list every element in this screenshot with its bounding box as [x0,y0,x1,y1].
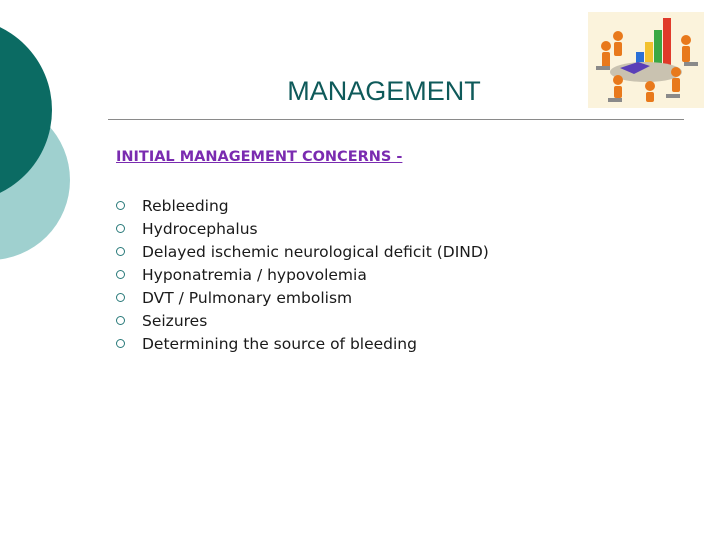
hollow-circle-bullet-icon [116,339,125,348]
bullet-list [116,194,489,355]
list-item-text: DVT / Pulmonary embolism [142,288,353,307]
hollow-circle-bullet-icon [116,270,125,279]
list-item-text: Seizures [142,311,208,330]
list-item [116,332,489,355]
list-item [116,217,489,240]
section-subheading: INITIAL MANAGEMENT CONCERNS - [116,149,403,165]
list-item [116,194,489,217]
decorative-circles [0,0,120,300]
hollow-circle-bullet-icon [116,316,125,325]
hollow-circle-bullet-icon [116,201,125,210]
list-item-text: Hydrocephalus [142,219,258,238]
list-item [116,286,489,309]
hollow-circle-bullet-icon [116,293,125,302]
list-item [116,309,489,332]
title-divider [108,119,684,120]
list-item-text: Rebleeding [142,196,229,215]
list-item-text: Determining the source of bleeding [142,334,417,353]
hollow-circle-bullet-icon [116,224,125,233]
list-item-text: Delayed ischemic neurological deficit (DIND) [142,242,489,261]
slide-title: MANAGEMENT [287,76,481,106]
list-item [116,263,489,286]
hollow-circle-bullet-icon [116,247,125,256]
team-meeting-chart-icon [588,12,704,108]
list-item [116,240,489,263]
list-item-text: Hyponatremia / hypovolemia [142,265,367,284]
